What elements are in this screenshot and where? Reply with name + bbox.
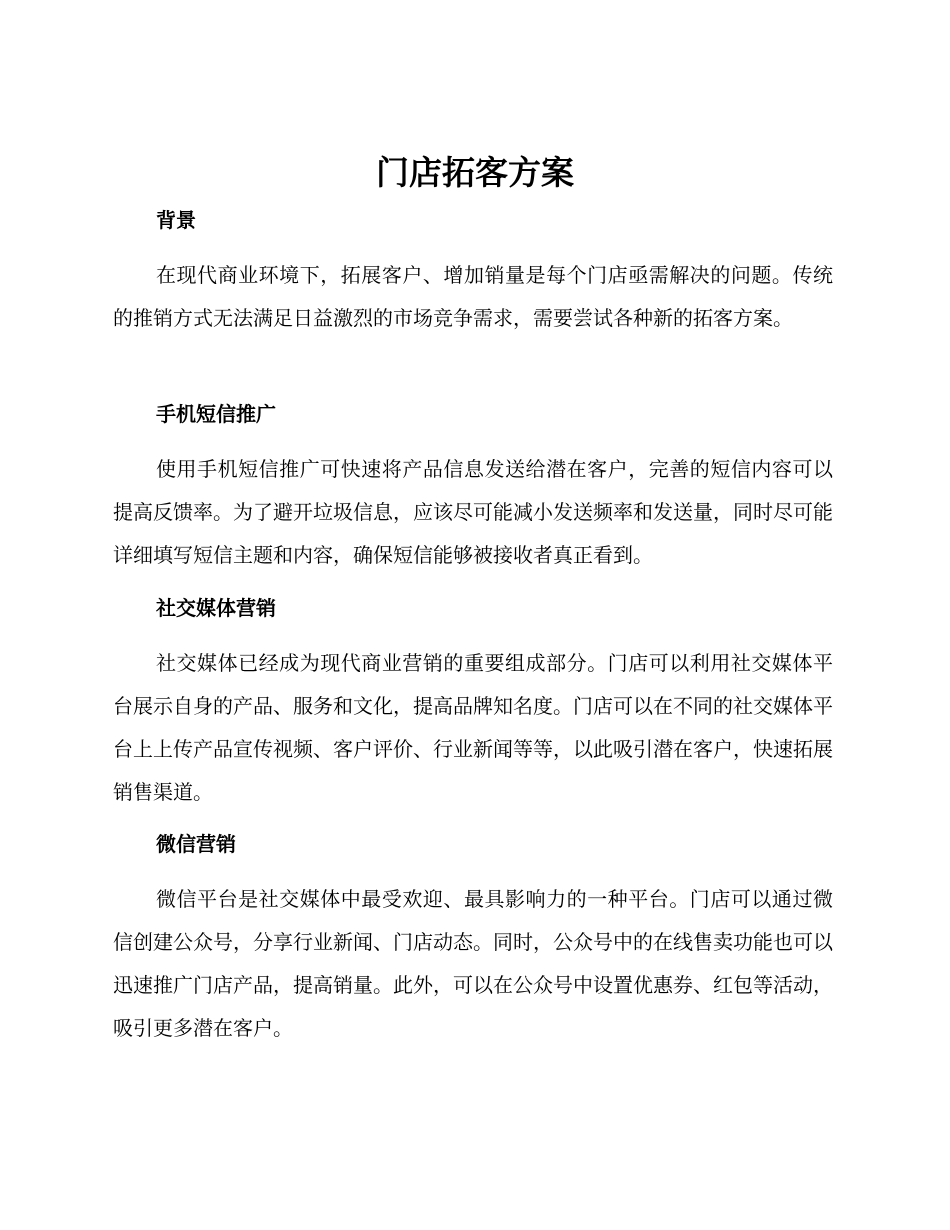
section-social-media-marketing (113, 588, 833, 814)
section-paragraph: 微信平台是社交媒体中最受欢迎、最具影响力的一种平台。门店可以通过微信创建公众号，分享行业新闻、门店动态。同时，公众号中的在线售卖功能也可以迅速推广门店产品，提高销量。此外，可以在公众号中设置优惠券、红包等活动，吸引更多潜在客户。 (113, 887, 833, 1040)
section-heading: 背景 (156, 208, 196, 232)
section-background (113, 200, 833, 340)
section-sms-promotion (113, 394, 833, 577)
section-paragraph: 社交媒体已经成为现代商业营销的重要组成部分。门店可以利用社交媒体平台展示自身的产品、服务和文化，提高品牌知名度。门店可以在不同的社交媒体平台上上传产品宣传视频、客户评价、行业新闻等等，以此吸引潜在客户，快速拓展销售渠道。 (113, 651, 833, 804)
section-heading: 手机短信推广 (156, 402, 276, 426)
section-paragraph: 使用手机短信推广可快速将产品信息发送给潜在客户，完善的短信内容可以提高反馈率。为了避开垃圾信息，应该尽可能减小发送频率和发送量，同时尽可能详细填写短信主题和内容，确保短信能够被接收者真正看到。 (113, 457, 833, 567)
section-heading: 微信营销 (156, 832, 236, 856)
section-wechat-marketing (113, 824, 833, 1050)
document-title: 门店拓客方案 (376, 153, 574, 192)
section-heading: 社交媒体营销 (156, 596, 276, 620)
section-paragraph: 在现代商业环境下，拓展客户、增加销量是每个门店亟需解决的问题。传统的推销方式无法满足日益激烈的市场竞争需求，需要尝试各种新的拓客方案。 (113, 263, 833, 330)
